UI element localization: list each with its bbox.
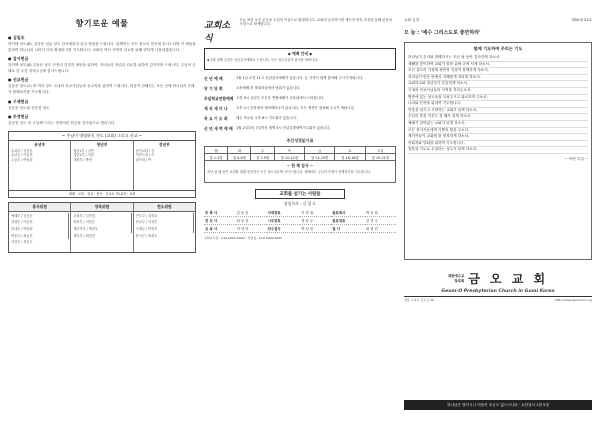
dept-item: 대학부 / 박현 — [73, 157, 92, 162]
staff-person: 박 동 희 — [365, 209, 396, 217]
staff-row — [204, 217, 396, 225]
news-value: 오전 9시 유년부 초등부 연합예배가 교육관에서 드려집니다. — [236, 96, 325, 100]
offering-title: 향기로운 예물 — [75, 19, 129, 28]
mission-verse-bar: ~ 주님이 명령하신 전도 (교회) 그리고 선교 ~ — [8, 131, 196, 141]
prayer-box — [404, 42, 592, 260]
address-line — [404, 296, 592, 302]
ministry-item: 제자부 / 최현진 — [73, 233, 95, 238]
motto-bar: 예배 · 교육 · 선교 · 봉사 · 친교로 하나되는 교회 — [8, 191, 196, 198]
ministry-item: 예배부 / 김동문 — [10, 213, 69, 220]
staff-role: 권 사 — [331, 225, 365, 233]
staff-person: 최 현 진 — [365, 225, 396, 233]
news-key: 목 요 기 도 회 — [204, 116, 228, 121]
notice-box-title: ◆ 예배 안내 ◆ — [287, 51, 313, 56]
offering-panel — [8, 18, 196, 410]
news-key: 신 년 예 배 — [204, 76, 223, 81]
schedule-day-row — [205, 147, 396, 154]
schedule-day: 월 — [205, 147, 228, 154]
dept-column — [71, 141, 133, 190]
prayer-line: 국내외 선교사님들의 사역을 지켜주소서. — [408, 88, 588, 95]
welcome-text: 오늘 처음 오신 분들을 주님의 이름으로 환영합니다. 교회에 등록하시면 새가족 양육 과정을 통해 믿음의 가정으로 함께합니다. — [239, 18, 393, 27]
staff-role: 전 도 사 — [204, 217, 236, 225]
ministry-item: 전도부 / 김성호 — [135, 213, 194, 220]
news-key: 당 기 당 회 — [204, 86, 223, 91]
news-item — [204, 76, 396, 82]
ministry-head: 전도위원 — [156, 203, 172, 209]
senior-pastor: 담임목사 : 김 성 호 — [284, 201, 316, 206]
dept-item: 유년부 / 이동현 — [11, 153, 33, 158]
schedule-day: 화 — [228, 147, 251, 154]
schedule-reading: 창 13-15장 — [305, 154, 335, 161]
news-label: 교회소식 — [204, 21, 231, 44]
section-head: ● 감사헌금 — [8, 56, 29, 62]
staff-person: 이 현 철 — [300, 209, 331, 217]
ministry-item: 식당부 / 정동우 — [11, 240, 33, 245]
section-text: 김동문 성도와 김동현 성도 — [8, 105, 50, 110]
thanks-title: ~ 한 해 감사 ~ — [286, 163, 314, 168]
dept-head: 청년부 — [96, 141, 108, 147]
staff-person: 김 동 문 — [236, 209, 267, 217]
staff-person: 이 성 민 — [236, 225, 267, 233]
ministry-item: 새가족부 / 박현우 — [72, 226, 131, 233]
news-item — [204, 116, 396, 122]
dept-item: 권사회 / 박 — [135, 157, 152, 162]
church-address: 경북 구미시 금오로 00 — [404, 298, 434, 302]
ministry-item: 봉사부 / 최성우 — [135, 233, 158, 238]
dept-item: 유치부 / 김동문 — [11, 148, 33, 153]
dept-item: 청년1부 / 김현 — [73, 148, 94, 153]
ministry-col — [71, 212, 133, 252]
section-text: 김동문 성도(1) 외 여러 성도 국내외 선교사님들과 선교지를 위하여 드립니다. 복음이 전해지는 모든 곳에 하나님의 은혜가 함께하기를 기도합니다. — [8, 84, 195, 94]
ministry-item: 찬양부 / 이동현 — [10, 219, 69, 226]
ministry-item: 방송부 / 최동진 — [10, 233, 69, 240]
prayer-line: 새해를 맞이하여 교회가 말씀 위에 굳게 서게 하소서. — [408, 62, 588, 69]
ministry-item: 양육부 / 이현수 — [72, 219, 131, 226]
issue-meta — [404, 18, 592, 23]
schedule-reading: 창 16-18장 — [335, 154, 365, 161]
staff-role: 사역장로 — [267, 209, 301, 217]
church-english-name: Geum-O Presbyterian Church in Gumi Korea — [441, 289, 555, 294]
prayer-line: 이웃을 섬기고 사랑하는 교회가 되게 하소서. — [408, 108, 588, 115]
schedule-reading: 창 10-12장 — [274, 154, 304, 161]
sermon-title: 오 늘 : '예수 그리스도로 충만하라' — [404, 30, 481, 36]
prayer-line: 하나님이 우리와 함께하시는 모든 날 동안 감사하게 하소서. — [408, 55, 588, 62]
schedule-day: 주일 — [365, 147, 395, 154]
ministry-head: 봉사위원 — [9, 203, 71, 211]
prayer-line: 예배가 살아있는 교회가 되게 하소서. — [408, 121, 588, 128]
ministry-item: 선교부 / 이성민 — [135, 219, 194, 226]
meta-left: 교회 일정 — [404, 18, 420, 22]
staff-row — [204, 209, 396, 217]
dept-column — [9, 141, 71, 190]
news-item — [204, 86, 396, 92]
verse-banner: 하나님은 빛이시니 어둠이 조금도 없으시니라 · 요한일서 1장 5절 — [404, 400, 592, 410]
department-box — [8, 141, 196, 191]
prayer-line: 새가족들이 교회에 잘 정착하게 하소서. — [408, 134, 588, 141]
ministry-col — [9, 212, 71, 252]
prayer-line: 자녀들이 믿음 안에서 지혜롭게 자라게 하소서. — [408, 75, 588, 82]
offering-sections — [8, 35, 196, 127]
dept-head: 장년부 — [158, 141, 170, 147]
section-head: ● 십일조 — [8, 35, 25, 40]
section-head: ● 구제헌금 — [8, 98, 29, 104]
prayer-line: 교회학교와 청년부가 부흥하게 하소서. — [408, 81, 588, 88]
section-text: 하이텍 성도(8) 김동문 성도 가정의 건강과 평안을 위하여, 자녀들의 학업과 진로를 위하여 감사하며 드립니다. 주님의 은혜로 한 주간 지켜주심에 감사드립니다. — [8, 63, 196, 73]
schedule-reading: 창 1-3장 — [205, 154, 228, 161]
denomination — [448, 274, 464, 283]
staff-role: 안수집사 — [267, 225, 301, 233]
news-value: 1월 2일부터 7일까지 새벽 5시 신년특별새벽기도회가 있습니다. — [236, 126, 331, 130]
news-value: 오후예배 후 당회장실에서 당회가 있습니다. — [236, 86, 301, 90]
dept-column — [134, 141, 195, 190]
notice-box-text: ◆ 1월 첫째 주일은 신년감사예배로 드립니다. 모든 성도님들의 참석을 바랍니다. — [207, 58, 319, 62]
schedule-day: 수 — [251, 147, 274, 154]
staff-role: 시무장로 — [267, 217, 301, 225]
denomination-line: 대한예수교 — [447, 274, 465, 279]
schedule-read-row — [205, 154, 396, 161]
dept-head: 유년부 — [34, 141, 46, 147]
prayer-line: 목회자와 당회를 위하여 기도합니다. — [408, 141, 588, 148]
prayer-line: 주님의 뜻을 이루는 한 해가 되게 하소서. — [408, 114, 588, 121]
ministry-head-row — [9, 203, 195, 212]
staff-row — [204, 225, 396, 233]
prayer-line: 말씀과 기도로 무장하는 성도가 되게 하소서. — [408, 147, 588, 154]
dept-item: 여전도회 / 이 — [135, 153, 155, 158]
staff-person: 김 현 수 — [365, 217, 396, 225]
thanks-text: 지난 한 해 동안 교회를 위해 헌신하신 모든 성도님들께 감사드립니다. 새해에도 주님의 은혜가 함께하기를 기도합니다. — [207, 170, 372, 174]
staff-person: 정 동 우 — [300, 217, 331, 225]
ministry-head: 양육위원 — [71, 203, 133, 211]
ministry-body — [9, 212, 195, 252]
schedule-reading: 창 19-21장 — [365, 154, 395, 161]
front-cover-panel — [404, 18, 592, 410]
staff-role: 원로장로 — [331, 217, 365, 225]
ministry-item: 교육부 / 김현철 — [72, 213, 131, 220]
news-item — [204, 96, 396, 102]
section-head: ● 주정헌금 — [8, 114, 29, 120]
dept-item: 남선교회 / 김 — [135, 148, 155, 153]
staff-person: 최 동 진 — [236, 217, 267, 225]
dept-item: 청년2부 / 이현 — [73, 153, 94, 158]
news-key: 신 년 새 벽 예 배 — [204, 126, 233, 131]
schedule-reading: 창 4-6장 — [228, 154, 251, 161]
reading-schedule-table — [204, 146, 396, 161]
staff-person: 박 성 진 — [300, 225, 331, 233]
prayer-line: 모든 성도의 가정에 평안과 건강이 함께하게 하소서. — [408, 68, 588, 75]
staff-role: 교 육 사 — [204, 225, 236, 233]
news-items — [204, 76, 396, 132]
news-item — [204, 126, 396, 132]
news-item — [204, 106, 396, 112]
staff-table — [204, 209, 396, 233]
schedule-day: 목 — [274, 147, 304, 154]
news-key: 주일학교연합예배 — [204, 96, 234, 101]
ministry-col — [134, 212, 195, 252]
staff-title: 교회를 섬기는 사람들 — [255, 189, 345, 199]
ministry-table — [8, 202, 196, 253]
staff-role: 부 목 사 — [204, 209, 236, 217]
prayer-title: 함께 기도하며 주리는 기도 — [473, 46, 523, 51]
prayer-end: ~ 이번 주일 ~ — [564, 156, 588, 161]
schedule-day: 토 — [335, 147, 365, 154]
prayer-line: 모든 봉사자들에게 기쁨과 힘을 주소서. — [408, 128, 588, 135]
worship-notice-box — [204, 48, 396, 70]
prayer-line: 병중에 있는 성도들을 고쳐주시고 위로하여 주소서. — [408, 95, 588, 102]
dept-item: 초등부 / 박동희 — [11, 157, 33, 162]
news-value: 오후 2시 본당에서 제직세미나가 있습니다. 모든 제직은 참석해 주시기 바랍니다. — [236, 106, 355, 110]
ministry-item: 안내부 / 박동희 — [10, 226, 69, 233]
section-text: 김동현 성도 외 주님께 드리는 정성어린 헌금을 감사함으로 받습니다. — [8, 121, 116, 126]
thanks-box — [204, 161, 396, 183]
news-value: 매주 목요일 오후 8시 기도회가 있습니다. — [236, 116, 298, 120]
prayer-line: 나라와 민족을 위하여 기도합니다. — [408, 101, 588, 108]
news-header — [204, 18, 396, 44]
ministry-item: 구제부 / 박성진 — [135, 226, 194, 233]
section-text: 하이텍 성도(8), 김동문 일곱 성도 감사예물과 일심 정성을 드립니다. 함께하는 모든 성도의 헌신에 감사드리며 이 예물을 통하여 하나님의 나라가 더욱 확장되기를 기도합니다. 교회의 여러 사역과 선교를 위해 귀하게 사용되겠습니다. — [8, 42, 196, 52]
news-panel — [204, 18, 396, 410]
news-value: 1월 1일 오전 11시 신년감사예배가 있습니다. 온 가족이 함께 참석해 주시기 바랍니다. — [236, 76, 364, 80]
schedule-day: 금 — [305, 147, 335, 154]
schedule-reading: 창 7-9장 — [251, 154, 274, 161]
issue-number: 제50권 23호 — [571, 18, 592, 22]
denomination-line: 장로회 — [454, 278, 465, 283]
church-website[interactable]: http://www.geumoch.org — [554, 298, 592, 302]
news-key: 제 직 세 미 나 — [204, 106, 228, 111]
reading-schedule-title: 주간성경읽기표 — [286, 138, 314, 143]
staff-role: 원로목사 — [331, 209, 365, 217]
office-phone-line: 교회사무실 : 010-0000-0000 · 목양실 : 010-0000-0000 — [204, 236, 283, 240]
church-name: 금 오 교 회 — [468, 272, 549, 286]
church-logo-block — [404, 270, 592, 287]
section-head: ● 선교헌금 — [8, 77, 29, 83]
